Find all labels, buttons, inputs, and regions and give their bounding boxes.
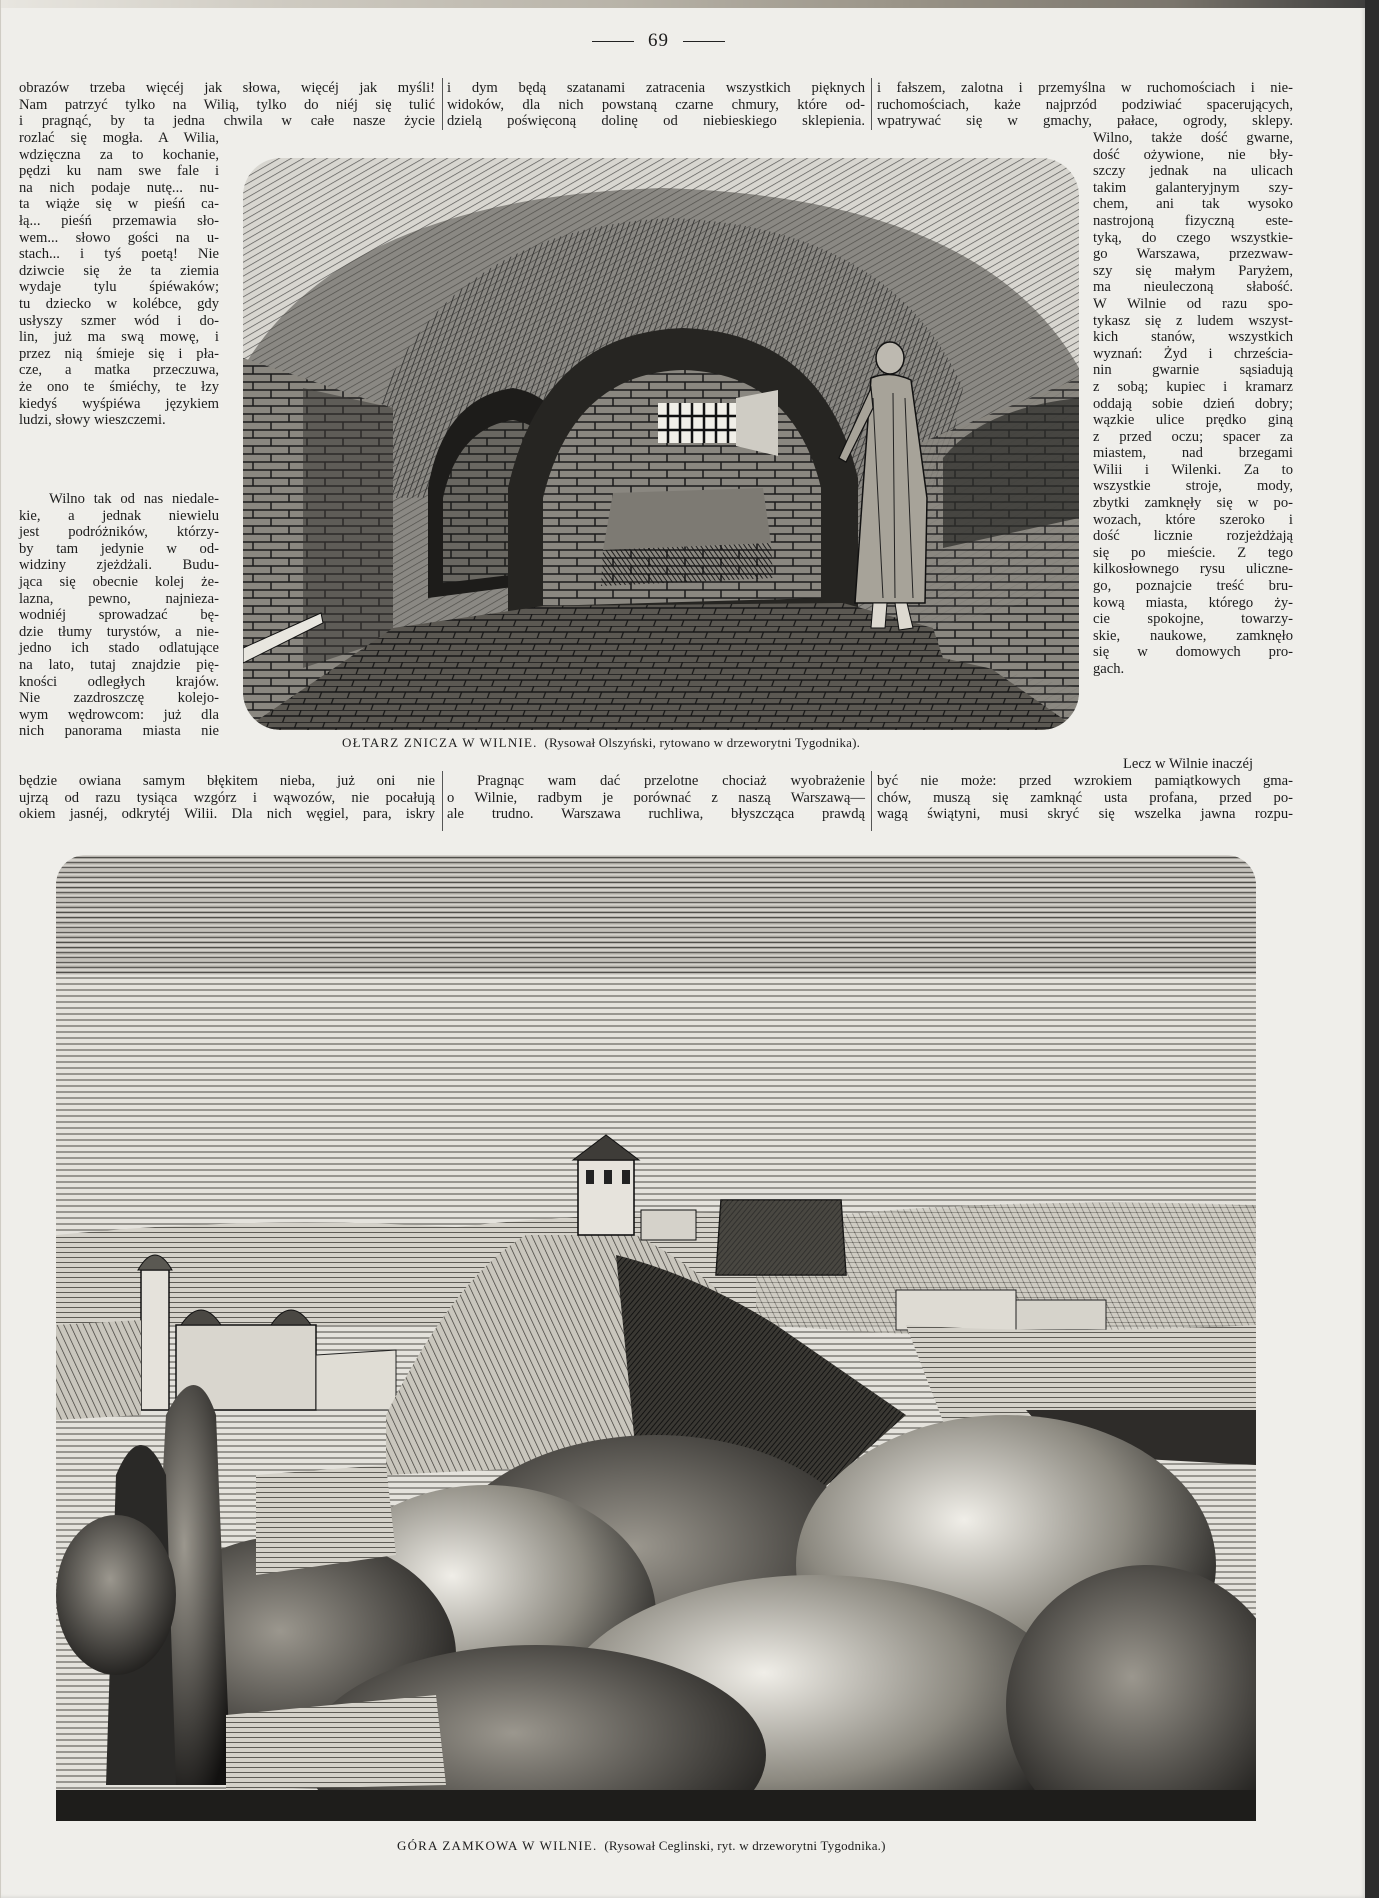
column-rule [871, 771, 872, 831]
text-line: gach. [1093, 661, 1125, 677]
text-line: usłyszy szmer wód i do- [19, 312, 219, 329]
text-line: rozlać się mogła. A Wilia, [19, 130, 219, 146]
text-line: stach... i tyś poetą! Nie [19, 246, 219, 263]
text-line: kności odległych krajów. [19, 673, 219, 690]
text-line: jest podróżników, którzy- [19, 524, 219, 541]
text-line: wagą świątyni, musi skryć się wszelka jawna rozpu- [877, 806, 1293, 823]
text-line: o Wilnie, radbym je porównać z naszą Warszawą— [447, 789, 865, 806]
text-line: Wilii i Wilenki. Za to [1093, 461, 1293, 478]
text-line: na lato, tutaj znajdzie pię- [19, 656, 219, 673]
text-line: wszystkie stroje, mody, [1093, 478, 1293, 495]
text-line: takim galanteryjnym szy- [1093, 179, 1293, 196]
text-line: lazna, pewno, najnieza- [19, 590, 219, 607]
text-line: Wilno, także dość gwarne, [1093, 130, 1293, 146]
text-line: kie, a jednak niewielu [19, 507, 219, 524]
text-line: ale trudno. Warszawa ruchliwa, błyszcząca prawdą [447, 806, 865, 823]
right-column-top-text [877, 80, 1293, 130]
scan-edge [1365, 0, 1379, 1898]
text-line: Wilno tak od nas niedale- [49, 491, 219, 507]
text-line: lin, już ma swą mowę, i [19, 329, 219, 346]
text-line: kiedyś wyśpiéwa językiem [19, 395, 219, 412]
text-line: oddają sobie dzień dobry; [1093, 395, 1293, 412]
column-rule [442, 78, 443, 130]
top-figure-credit: (Rysował Olszyński, rytowano w drzeworytni Tygodnika). [544, 735, 861, 750]
text-line: Pragnąc wam dać przelotne chociaż wyobrażenie [477, 773, 865, 789]
text-line: cie spokojne, towarzy- [1093, 611, 1293, 628]
text-line: dość ożywione, nie bły- [1093, 146, 1293, 163]
text-line: się w domowych pro- [1093, 644, 1293, 661]
text-line: kich stanów, wszystkich [1093, 329, 1293, 346]
text-line: z przed oczu; spacer za [1093, 428, 1293, 445]
text-line: wązkie ulice prędko giną [1093, 412, 1293, 429]
text-line: jąca się obecnie kolej że- [19, 573, 219, 590]
text-line: pędzi ku nam swe fale i [19, 163, 219, 180]
text-line: Nie zazdroszczę kolejo- [19, 690, 219, 707]
text-line: ludzi, słowy wieszczemi. [19, 412, 166, 429]
text-line: by tam jedynie w od- [19, 540, 219, 557]
text-line: miastem, nad brzegami [1093, 445, 1293, 462]
middle-column-bottom-text [447, 773, 865, 823]
left-column-narrow-text [19, 130, 219, 429]
text-line: wyznań: Żyd i chrześcia- [1093, 345, 1293, 362]
text-line: przez nią śmieje się i pła- [19, 345, 219, 362]
right-column-bottom-text [877, 773, 1293, 823]
text-line: obrazów trzeba więcéj jak słowa, więcéj jak myśli! [19, 80, 435, 96]
text-line: tykasz się z ludem wszyst- [1093, 312, 1293, 329]
text-line: wpatrywać się w gmachy, pałace, ogrody, sklepy. [877, 113, 1293, 130]
bottom-figure-caption [397, 1838, 886, 1854]
text-line: dość licznie rozjeżdżają [1093, 528, 1293, 545]
column-rule [871, 78, 872, 130]
text-line: go Warszawa, przezwaw- [1093, 246, 1293, 263]
text-line: kilkosłownego rysu uliczne- [1093, 561, 1293, 578]
text-line: okiem jasnéj, odkrytéj Wilii. Dla nich węgiel, para, iskry [19, 806, 435, 823]
text-line: szy się małym Paryżem, [1093, 262, 1293, 279]
text-line: szczy jednak na ulicach [1093, 163, 1293, 180]
text-line: na nich podaje nutę... nu- [19, 179, 219, 196]
text-line: widoków, dla nich powstaną czarne chmury, które od- [447, 96, 865, 113]
text-line: wym wędrowcom: już dla [19, 706, 219, 723]
left-column-bottom-text [19, 773, 435, 823]
text-line: łą... pieśń przemawia sło- [19, 212, 219, 229]
text-line: że ono te śmiéchy, te łzy [19, 378, 219, 395]
text-line: nin gwarnie sąsiadują [1093, 362, 1293, 379]
text-line: się po mieście. Z tego [1093, 544, 1293, 561]
text-line: tu dziecko w kolébce, gdy [19, 295, 219, 312]
text-line: i fałszem, zalotna i przemyślna w ruchomościach i nie- [877, 80, 1293, 96]
text-line: chów, muszą się zamknąć usta profana, przed po- [877, 789, 1293, 806]
top-figure-caption [342, 735, 860, 751]
middle-column-top-text [447, 80, 865, 130]
text-line: wem... słowo gości na u- [19, 229, 219, 246]
text-line: kową miasta, którego ży- [1093, 594, 1293, 611]
right-column-paragraph-2 [1093, 756, 1293, 773]
page-number-text: 69 [648, 30, 669, 51]
text-line: z sobą; kupiec i kramarz [1093, 378, 1293, 395]
text-line: nich panorama miasta nie [19, 723, 219, 740]
page-number [1, 30, 1316, 52]
left-column-paragraph-2 [19, 491, 219, 740]
top-figure-title: OŁTARZ ZNICZA W WILNIE. [342, 735, 538, 750]
bottom-figure-credit: (Rysował Ceglinski, ryt. w drzeworytni Tygodnika.) [604, 1838, 886, 1853]
right-column-narrow-text [1093, 130, 1293, 678]
text-line: Nam patrzyć tylko na Wilią, tylko do niéj się tulić [19, 96, 435, 113]
column-rule [442, 771, 443, 831]
text-line: tyką, do czego wszystkie- [1093, 229, 1293, 246]
text-line: dzie tłumy turystów, a nie- [19, 623, 219, 640]
text-line: dziwcie się że ta ziemia [19, 262, 219, 279]
text-line: ma nieuleczoną słabość. [1093, 279, 1293, 296]
text-line: go, poznajcie treść bru- [1093, 578, 1293, 595]
text-line: cze, a matka przeczuwa, [19, 362, 219, 379]
text-line: być nie może: przed wzrokiem pamiątkowych gma- [877, 773, 1293, 789]
text-line: ta wiąże się w pieśń ca- [19, 196, 219, 213]
text-line: wodniéj sprowadzać bę- [19, 607, 219, 624]
bottom-figure-title: GÓRA ZAMKOWA W WILNIE. [397, 1838, 598, 1853]
text-line: wozach, które szeroko i [1093, 511, 1293, 528]
text-line: wdzięczna za to kochanie, [19, 146, 219, 163]
text-line: widziny zjeżdżali. Budu- [19, 557, 219, 574]
castle-hill-engraving [56, 855, 1256, 1821]
text-line: wydaje tylu śpiéwaków; [19, 279, 219, 296]
text-line: nastrojoną fizyczną este- [1093, 212, 1293, 229]
altar-crypt-engraving [243, 158, 1079, 730]
text-line: skie, naukowe, zamknęło [1093, 627, 1293, 644]
text-line: ruchomościach, każe najprzód podziwiać spacerujących, [877, 96, 1293, 113]
text-line: zbytki zamknęły się w po- [1093, 495, 1293, 512]
page-top-edge [1, 0, 1379, 8]
text-line: i dym będą szatanami zatracenia wszystkich pięknych [447, 80, 865, 96]
text-line: ujrzą od razu tysiąca wzgórz i wąwozów, nie pocałują [19, 789, 435, 806]
left-column-top-text [19, 80, 435, 130]
paragraph-line: Lecz w Wilnie inaczéj [1123, 756, 1254, 772]
text-line: i pragnąć, by ta jedna chwila w całe nasze życie [19, 113, 435, 130]
text-line: jedno ich stado odlatujące [19, 640, 219, 657]
text-line: W Wilnie od razu spo- [1093, 295, 1293, 312]
text-line: dzielą poświęconą dolinę od niebieskiego sklepienia. [447, 113, 865, 130]
text-line: chem, ani tak wysoko [1093, 196, 1293, 213]
text-line: będzie owiana samym błękitem nieba, już oni nie [19, 773, 435, 789]
